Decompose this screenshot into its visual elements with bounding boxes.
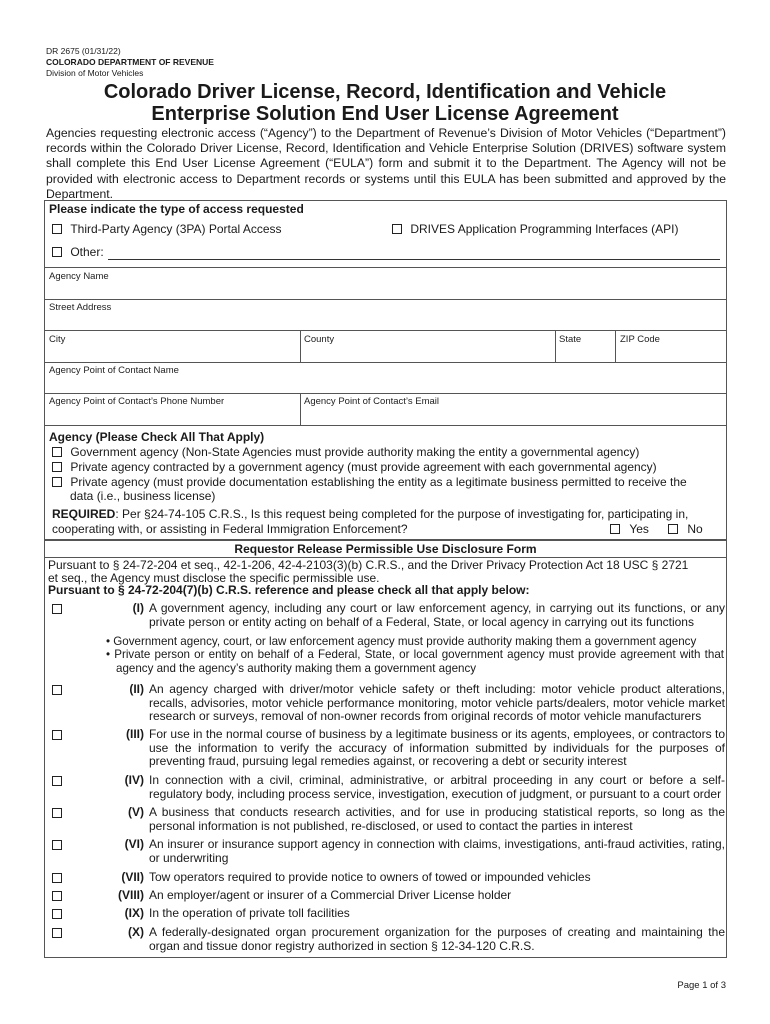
street-address-input[interactable] [45, 314, 725, 329]
option-government-label: Government agency (Non-State Agencies must provide authority making the entity a governmental agency) [70, 445, 640, 459]
checkbox-other[interactable] [52, 247, 62, 257]
use-text: In connection with a civil, criminal, administrative, or arbitral proceeding in any court or before a self-regulatory body, including process service, investigation, execution of judgment, or pursuant to a court order [149, 773, 725, 801]
option-private-label-2: data (i.e., business license) [70, 489, 216, 503]
contact-name-input[interactable] [45, 377, 725, 392]
contact-name-label: Agency Point of Contact Name [49, 365, 179, 376]
checkbox-use-8[interactable] [52, 891, 62, 901]
use-number: (VIII) [118, 888, 144, 902]
use-number: (IX) [124, 906, 144, 920]
option-yes-label: Yes [629, 522, 649, 536]
title-line-2: Enterprise Solution End User License Agreement [151, 103, 619, 125]
checkbox-use-5[interactable] [52, 808, 62, 818]
required-question [52, 507, 724, 521]
option-api[interactable] [392, 222, 678, 236]
state-input[interactable] [556, 345, 614, 360]
option-private[interactable] [52, 475, 724, 489]
use-text: For use in the normal course of business by a legitimate business or its agents, employees, or contractors to use the information to verify the accuracy of information submitted by individuals for the purposes of preventing fraud, pursuing legal remedies against, or recovering a debt or security interest [149, 727, 725, 769]
use-text: Tow operators required to provide notice to owners of towed or impounded vehicles [149, 870, 591, 884]
agency-name-label: Agency Name [49, 271, 109, 282]
checkbox-api[interactable] [392, 224, 402, 234]
street-address-label: Street Address [49, 302, 112, 313]
contact-phone-input[interactable] [45, 408, 299, 423]
checkbox-government[interactable] [52, 447, 62, 457]
use-number: (VII) [121, 870, 144, 884]
option-other[interactable] [52, 245, 104, 259]
checkbox-private[interactable] [52, 477, 62, 487]
use-number: (I) [132, 601, 144, 615]
use-item-1-bullets [104, 635, 724, 675]
checkbox-use-3[interactable] [52, 730, 62, 740]
state-label: State [559, 334, 582, 345]
divider [44, 425, 727, 426]
county-input[interactable] [301, 345, 554, 360]
page-number: Page 1 of 3 [677, 980, 726, 991]
option-3pa-label: Third-Party Agency (3PA) Portal Access [70, 222, 282, 236]
zip-input[interactable] [616, 345, 725, 360]
use-number: (VI) [124, 837, 144, 851]
checkbox-no[interactable] [668, 524, 678, 534]
checkbox-private-contracted[interactable] [52, 462, 62, 472]
zip-label: ZIP Code [620, 334, 660, 345]
checkbox-use-10[interactable] [52, 928, 62, 938]
form-number: DR 2675 (01/31/22) [46, 46, 121, 56]
other-input-line[interactable] [108, 259, 720, 260]
use-number: (V) [128, 805, 144, 819]
title-line-1: Colorado Driver License, Record, Identification and Vehicle [103, 81, 667, 103]
bullet-item: • Government agency, court, or law enforcement agency must provide authority making them a government agency [106, 635, 697, 648]
use-number: (II) [129, 682, 144, 696]
option-other-label: Other: [70, 245, 104, 259]
agency-name-input[interactable] [45, 283, 725, 298]
option-no-label: No [687, 522, 703, 536]
bullet-text: Government agency, court, or law enforcement agency must provide authority making them a government agency [113, 635, 697, 648]
option-api-label: DRIVES Application Programming Interfaces (API) [410, 222, 679, 236]
city-label: City [49, 334, 66, 345]
option-private-contracted-label: Private agency contracted by a government agency (must provide agreement with each governmental agency) [70, 460, 657, 474]
intro-paragraph: Agencies requesting electronic access (“Agency”) to the Department of Revenue’s Division of Motor Vehicles (“Department”) records within the Colorado Driver License, Record, Identification and Vehicle Enterprise Solution (DRIVES) software system shall complete this End User License Agreement (“EULA”) form and submit it to the Department. The Agency will not be provided with electronic access to Department records or systems until this EULA has been submitted and approved by the Department. [46, 126, 726, 201]
use-text: A government agency, including any court or law enforcement agency, in carrying out its functions, or any private person or entity acting on behalf of a Federal, State, or local agency in carrying out its functions [149, 601, 725, 629]
divider [44, 393, 727, 394]
contact-phone-label: Agency Point of Contact’s Phone Number [49, 396, 225, 407]
division-name: Division of Motor Vehicles [46, 68, 144, 78]
checkbox-use-1[interactable] [52, 604, 62, 614]
checkbox-yes[interactable] [610, 524, 620, 534]
agency-type-heading: Agency (Please Check All That Apply) [49, 430, 265, 444]
checkbox-3pa[interactable] [52, 224, 62, 234]
bullet-text: Private person or entity on behalf of a Federal, State, or local government agency must provide agreement with that agency and the agency’s authority making them a government agency [114, 648, 725, 675]
checkbox-use-9[interactable] [52, 909, 62, 919]
city-input[interactable] [45, 345, 299, 360]
checkbox-use-7[interactable] [52, 873, 62, 883]
divider [44, 362, 727, 363]
pursuant-bold: Pursuant to § 24-72-204(7)(b) C.R.S. reference and please check all that apply below: [48, 583, 530, 597]
option-private-contracted[interactable] [52, 460, 724, 474]
use-number: (IV) [124, 773, 144, 787]
checkbox-use-6[interactable] [52, 840, 62, 850]
required-text-1: : Per §24-74-105 C.R.S., Is this request being completed for the purpose of investigating for, participating in, [115, 507, 689, 521]
option-yes[interactable] [610, 522, 649, 536]
contact-email-label: Agency Point of Contact’s Email [304, 396, 440, 407]
pursuant-statement [48, 559, 726, 597]
use-text: An agency charged with driver/motor vehicle safety or theft including: motor vehicle product alterations, recalls, advisories, motor vehicle performance monitoring, motor vehicle parts/dealers, motor vehicle market research or surveys, removal of non-owner records from original records of motor vehicle manufacturers [149, 682, 725, 724]
use-text: A business that conducts research activities, and for use in producing statistical reports, so long as the personal information is not published, re-disclosed, or used to contact the parties in interest [149, 805, 725, 833]
pursuant-line-2: et seq., the Agency must disclose the specific permissible use. [48, 570, 380, 585]
option-no[interactable] [668, 522, 703, 536]
option-3pa[interactable] [52, 222, 282, 236]
release-heading: Requestor Release Permissible Use Disclosure Form [234, 542, 537, 556]
use-number: (III) [126, 727, 144, 741]
divider [44, 267, 727, 268]
contact-email-input[interactable] [301, 408, 725, 423]
bullet-item: • Private person or entity on behalf of a Federal, State, or local government agency must provide agreement with that agency and the agency’s authority making them a government agency [106, 648, 725, 675]
divider [44, 299, 727, 300]
required-label: REQUIRED [52, 507, 116, 521]
use-number: (X) [128, 925, 144, 939]
access-heading: Please indicate the type of access requested [49, 202, 304, 216]
use-text: A federally-designated organ procurement organization for the purposes of creating and maintaining the organ and tissue donor registry authorized in section § 12-34-120 C.R.S. [149, 925, 725, 953]
use-text: An insurer or insurance support agency in connection with claims, investigations, anti-fraud activities, rating, or underwriting [149, 837, 725, 865]
checkbox-use-2[interactable] [52, 685, 62, 695]
pursuant-line-1: Pursuant to § 24-72-204 et seq., 42-1-206, 42-4-2103(3)(b) C.R.S., and the Driver Privacy Protection Act 18 USC § 2721 [48, 558, 689, 572]
checkbox-use-4[interactable] [52, 776, 62, 786]
department-name: COLORADO DEPARTMENT OF REVENUE [46, 57, 214, 67]
use-text: In the operation of private toll facilities [149, 906, 350, 920]
option-government[interactable] [52, 445, 724, 459]
divider [44, 330, 727, 331]
page-title [40, 81, 730, 125]
option-private-label-1: Private agency (must provide documentation establishing the entity as a legitimate business permitted to receive the [70, 475, 687, 489]
county-label: County [304, 334, 335, 345]
use-text: An employer/agent or insurer of a Commercial Driver License holder [149, 888, 512, 902]
required-text-2: cooperating with, or assisting in Federal Immigration Enforcement? [52, 522, 408, 536]
